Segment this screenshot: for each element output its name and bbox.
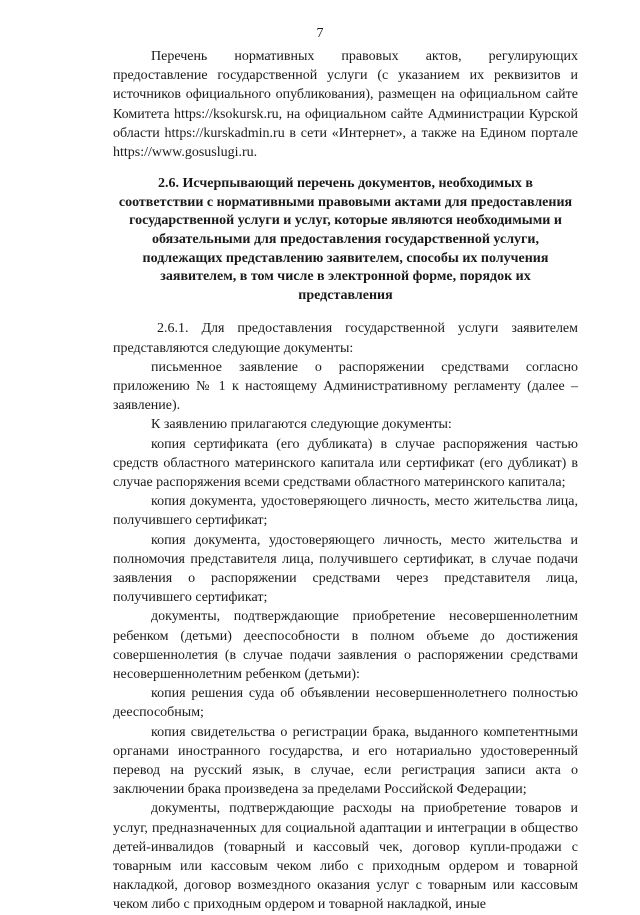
paragraph-minor-capacity: документы, подтверждающие приобретение несовершеннолетним ребенком (детьми) дееспособности в полном объеме до достижения совершеннолетия (в случае подачи заявления о распоряжении средствами несовершеннолетним ребенком (детьми): [113,609,578,683]
paragraph-attached-docs: К заявлению прилагаются следующие документы: [151,417,452,433]
paragraph-2-6-1: 2.6.1. Для предоставления государственной услуги заявителем представляются следующие документы: [113,321,578,356]
paragraph-expense-documents: документы, подтверждающие расходы на приобретение товаров и услуг, предназначенных для социальной адаптации и интеграции в общество детей-инвалидов (товарный и кассовый чек, договор купли-продажи с товарным или кассовым чеком либо с приходным ордером и товарной накладкой, договор возмездного оказания услуг с товарным или кассовым чеком либо с приходным ордером и товарной накладкой, иные [113,801,578,913]
page-number: 7 [316,26,324,41]
paragraph-identity-copy: копия документа, удостоверяющего личность, место жительства лица, получившего сертификат; [113,494,578,529]
paragraph-marriage-certificate: копия свидетельства о регистрации брака, выданного компетентными органами иностранного государства, и его нотариально удостоверенный перевод на русский язык, в случае, если регистрация записи акта о заключении брака произведена за пределами Российской Федерации; [113,724,578,798]
intro-paragraph: Перечень нормативных правовых актов, регулирующих предоставление государственной услуги (с указанием их реквизитов и источников официального опубликования), размещен на официальном сайте Комитета https://ksokursk.ru, на официальном сайте Администрации Курской области https://kurskadmin.ru в сети «Интернет», а также на Едином портале https://www.gosuslugi.ru. [113,49,578,161]
paragraph-representative-copy: копия документа, удостоверяющего личность, место жительства и полномочия представителя лица, получившего сертификат, в случае подачи заявления о распоряжении средствами через представителя лица, получившего сертификат; [113,532,578,606]
paragraph-certificate-copy: копия сертификата (его дубликата) в случае распоряжения частью средств областного материнского капитала или сертификат (его дубликат) в случае распоряжения всеми средствами областного материнского капитала; [113,436,578,490]
paragraph-court-decision: копия решения суда об объявлении несовершеннолетнего полностью дееспособным; [113,686,578,721]
section-heading: 2.6. Исчерпывающий перечень документов, необходимых в соответствии с нормативными правовыми актами для предоставления государственной услуги и услуг, которые являются необходимыми и обязательными для предоставления государственной услуги, подлежащих представлению заявителем, способы их получения заявителем, в том числе в электронной форме, порядок их представления [118,176,573,303]
document-body [113,47,578,915]
paragraph-application: письменное заявление о распоряжении средствами согласно приложению № 1 к настоящему Административному регламенту (далее – заявление). [113,359,578,414]
